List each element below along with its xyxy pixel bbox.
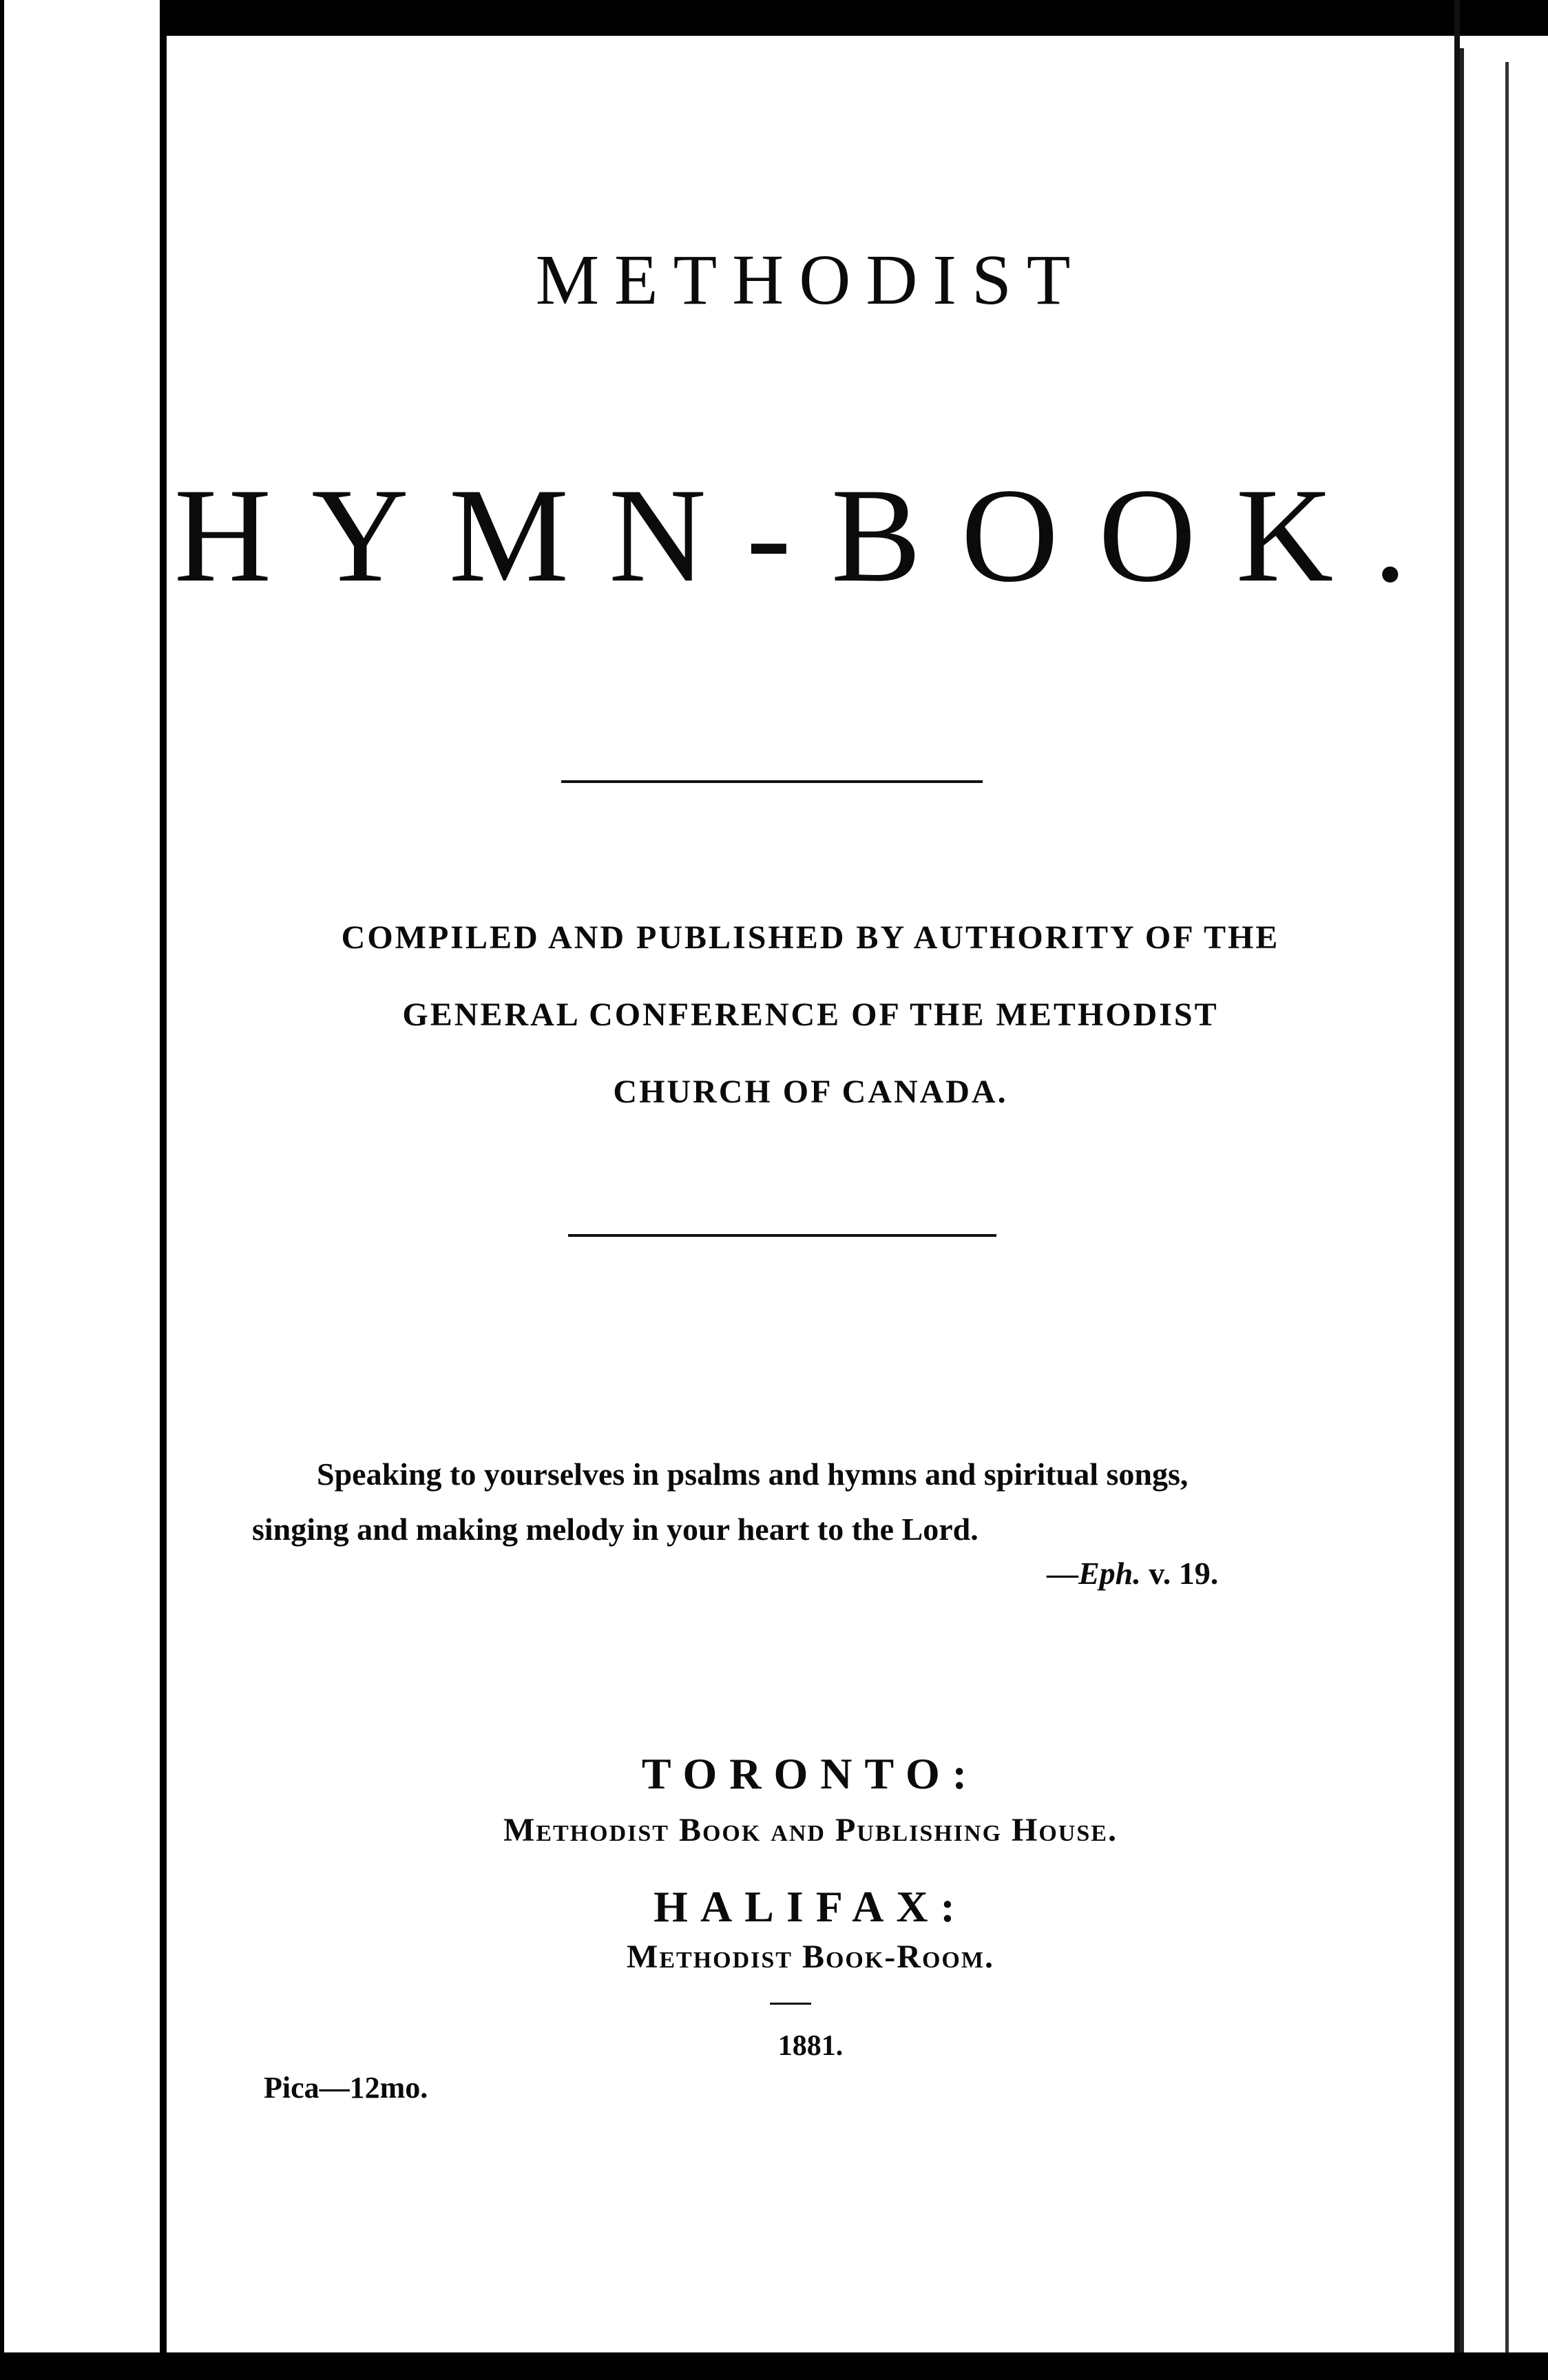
epigraph-line-2: singing and making melody in your heart to the Lord. xyxy=(252,1512,979,1547)
edition-note: Pica—12mo. xyxy=(264,2071,428,2105)
facing-page-edge xyxy=(0,0,167,2380)
authority-line-2: GENERAL CONFERENCE OF THE METHODIST xyxy=(402,996,1219,1033)
authority-line-1: COMPILED AND PUBLISHED BY AUTHORITY OF THE xyxy=(341,919,1280,956)
title-page xyxy=(167,36,1454,2352)
stacked-page-edge-outer xyxy=(1505,62,1548,2352)
imprint-place-toronto: TORONTO: xyxy=(641,1749,980,1798)
citation-reference: v. 19. xyxy=(1149,1556,1219,1591)
imprint-place-halifax: HALIFAX: xyxy=(653,1882,967,1931)
stacked-page-edge xyxy=(1460,48,1505,2352)
page-edge-right xyxy=(1454,0,1460,2380)
citation-book: Eph. xyxy=(1078,1556,1141,1591)
epigraph-citation xyxy=(1047,1558,1218,1589)
scan-border-left xyxy=(0,0,4,2380)
citation-dash: — xyxy=(1047,1556,1078,1591)
publication-year: 1881. xyxy=(777,2030,844,2062)
epigraph-line-1: Speaking to yourselves in psalms and hymns and spiritual songs, xyxy=(317,1457,1189,1492)
divider-rule xyxy=(568,1234,996,1237)
imprint-publisher-halifax: Methodist Book-Room. xyxy=(627,1939,994,1975)
imprint-publisher-toronto: Methodist Book and Publishing House. xyxy=(503,1812,1118,1848)
divider-rule xyxy=(561,780,983,783)
book-title-line-2: HYMN-BOOK. xyxy=(174,461,1447,610)
book-title-line-1: METHODIST xyxy=(535,240,1086,320)
authority-line-3: CHURCH OF CANADA. xyxy=(613,1074,1008,1110)
scan-border-bottom xyxy=(0,2352,1548,2380)
short-divider-rule xyxy=(770,2003,811,2005)
scan-border-top xyxy=(0,0,1548,36)
